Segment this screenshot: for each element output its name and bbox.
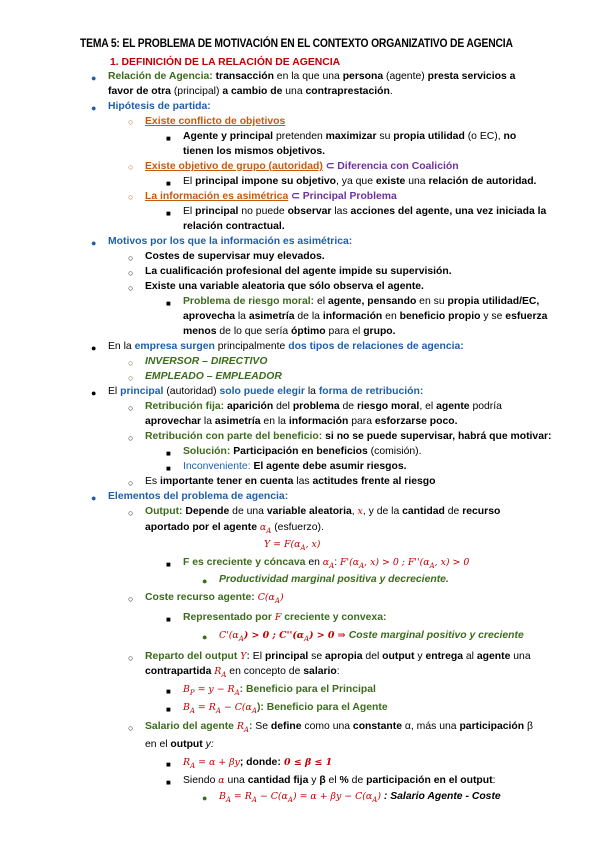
text: información xyxy=(322,311,383,322)
text: agente, pensando xyxy=(327,296,417,307)
text: forma de retribución: xyxy=(318,386,424,397)
text: importante tener en cuenta xyxy=(160,476,294,487)
h1-line-1 xyxy=(183,130,516,144)
text: apropia xyxy=(325,651,363,662)
solucion-line xyxy=(183,445,421,459)
text: aprovecha xyxy=(183,311,235,322)
text: puede xyxy=(255,206,288,217)
math: R xyxy=(214,666,222,677)
text: en su xyxy=(416,296,448,307)
math: x xyxy=(357,506,363,517)
text: salario xyxy=(303,666,337,677)
text: persona xyxy=(342,71,384,82)
bullet-icon xyxy=(91,101,96,115)
square-bullet-icon xyxy=(166,461,171,476)
text: grupo. xyxy=(363,326,396,337)
text: para xyxy=(348,416,375,427)
motivo-1 xyxy=(145,250,325,264)
math-sub: A xyxy=(429,562,435,571)
text: cantidad xyxy=(402,506,445,517)
text: constante xyxy=(352,721,402,732)
motivo-2: La cualificación profesional del agente impide su supervisión. xyxy=(145,266,452,277)
term: : Beneficio para el Principal xyxy=(239,684,376,695)
text: la xyxy=(304,386,319,397)
term: Retribución fija: xyxy=(145,401,225,412)
text: maximizar xyxy=(325,131,377,142)
retribucion-beneficio xyxy=(145,430,552,444)
circle-bullet-icon xyxy=(128,721,133,735)
text: y se xyxy=(480,311,506,322)
text: óptimo xyxy=(291,326,326,337)
text: y: xyxy=(202,739,214,750)
bullet-icon xyxy=(202,630,207,644)
text: entrega xyxy=(425,651,464,662)
bullet-icon xyxy=(91,341,96,355)
math: = α + βy xyxy=(195,757,240,768)
relacion-line-1 xyxy=(108,70,515,84)
math: α xyxy=(218,775,225,786)
text: su xyxy=(376,131,394,142)
text: y xyxy=(414,651,426,662)
retribucion-fija-line-1 xyxy=(145,400,502,414)
math: Y = F(α xyxy=(264,539,301,550)
text: , ya que xyxy=(336,176,376,187)
text: recurso xyxy=(462,506,501,517)
math-sub: A xyxy=(189,707,195,716)
text: aparición xyxy=(224,401,274,412)
math: = R xyxy=(230,791,252,802)
text: información xyxy=(288,416,349,427)
productividad-line: Productividad marginal positiva y decreciente. xyxy=(219,574,449,585)
text: la xyxy=(234,311,249,322)
text: Agente y principal xyxy=(183,131,274,142)
math: ) > 0 ⇒ xyxy=(309,630,349,641)
text: . xyxy=(389,86,393,97)
term: Coste recurso agente: xyxy=(145,592,255,603)
text: ⊂ xyxy=(288,191,303,202)
term: Coste marginal positivo y creciente xyxy=(348,630,524,641)
text: esforzarse poco. xyxy=(374,416,458,427)
text: la xyxy=(201,416,215,427)
bullet-icon xyxy=(202,574,207,588)
salario-line-1 xyxy=(145,720,533,737)
math: C'(α xyxy=(219,630,239,641)
math-sub: A xyxy=(287,796,293,805)
text: : Salario Agente - Coste xyxy=(380,791,501,802)
text: : xyxy=(492,775,496,786)
math-sub: A xyxy=(215,707,221,716)
text: (o EC), xyxy=(464,131,504,142)
riesgo-moral-line-2 xyxy=(183,310,547,324)
text: variable aleatoria xyxy=(199,281,285,292)
text: Existe una xyxy=(145,281,200,292)
h3-title xyxy=(145,190,397,204)
square-bullet-icon xyxy=(166,176,171,191)
output-equation xyxy=(264,538,320,555)
text: aprovechar xyxy=(145,416,202,427)
text: El agente debe asumir riesgos. xyxy=(250,461,407,472)
math: 0 ≤ β ≤ 1 xyxy=(280,757,333,768)
math: F'(α xyxy=(339,557,360,568)
math-sub: A xyxy=(266,527,272,536)
text: , y de la xyxy=(362,506,403,517)
math: ) xyxy=(377,791,381,802)
circle-bullet-icon xyxy=(128,251,133,265)
bullet-icon xyxy=(91,491,96,505)
f-creciente-line xyxy=(183,556,469,573)
text: para el xyxy=(325,326,364,337)
text: , xyxy=(351,506,358,517)
text: : xyxy=(334,557,340,568)
h1-line-2: tienen los mismos objetivos. xyxy=(183,146,326,157)
square-bullet-icon xyxy=(166,206,171,221)
text: Participación en beneficios xyxy=(230,446,368,457)
square-bullet-icon xyxy=(166,702,171,717)
text: las xyxy=(293,476,313,487)
math: , x) xyxy=(305,539,321,550)
text: aportado por el agente xyxy=(145,522,260,533)
text: contraprestación xyxy=(305,86,390,97)
reparto-line-1 xyxy=(145,650,531,664)
bullet-icon xyxy=(91,71,96,85)
circle-bullet-icon xyxy=(128,356,133,370)
text: : xyxy=(336,666,340,677)
text: transacción xyxy=(212,71,274,82)
text: no xyxy=(238,206,256,217)
text: El xyxy=(183,176,196,187)
h3-line-1 xyxy=(183,205,546,219)
math: R xyxy=(183,757,191,768)
text: El xyxy=(108,386,121,397)
text: principal xyxy=(195,206,239,217)
term: Relación de Agencia: xyxy=(108,71,213,82)
text: las xyxy=(331,206,351,217)
text: (agente) xyxy=(383,71,428,82)
text: agente xyxy=(436,401,470,412)
math: ) = α + βy − C(α xyxy=(292,791,373,802)
text: en la que una xyxy=(273,71,343,82)
relacion-empleado: EMPLEADO – EMPLEADOR xyxy=(145,371,282,382)
text: Se xyxy=(252,721,271,732)
text: output xyxy=(382,651,415,662)
text: Principal Problema xyxy=(302,191,397,202)
text: El xyxy=(183,206,196,217)
text: ; donde: xyxy=(239,757,281,768)
math: B xyxy=(183,684,190,695)
text: (principal) xyxy=(170,86,223,97)
square-bullet-icon xyxy=(166,612,171,627)
bullet-icon xyxy=(91,236,96,250)
term: Retribución con parte del beneficio: xyxy=(145,431,323,442)
square-bullet-icon xyxy=(166,684,171,699)
text: Existe objetivo de grupo (autoridad) xyxy=(145,161,323,172)
text: β xyxy=(524,721,533,732)
text: ⊂ xyxy=(322,161,338,172)
term: creciente y convexa: xyxy=(281,612,387,623)
term: Output: xyxy=(145,506,183,517)
text: una xyxy=(436,721,460,732)
text: Diferencia con Coalición xyxy=(337,161,459,172)
h2-line xyxy=(183,175,536,189)
coste-recurso-line xyxy=(145,591,284,608)
text: de xyxy=(348,775,367,786)
term: Reparto del output xyxy=(145,651,241,662)
math: Y xyxy=(240,651,247,662)
math-sub: P xyxy=(189,689,195,698)
text: de xyxy=(444,506,463,517)
text: podría xyxy=(469,401,502,412)
math-sub: A xyxy=(274,597,280,606)
text: en xyxy=(382,311,400,322)
circle-bullet-icon xyxy=(128,476,133,490)
text: riesgo moral xyxy=(356,401,420,412)
text: como una xyxy=(301,721,353,732)
text: (autoridad) xyxy=(163,386,220,397)
doc-title: TEMA 5: EL PROBLEMA DE MOTIVACIÓN EN EL CONTEXTO ORGANIZATIVO DE AGENCIA xyxy=(80,36,513,50)
text: en el xyxy=(145,739,171,750)
circle-bullet-icon xyxy=(128,592,133,606)
term: Salario del agente xyxy=(145,721,237,732)
text: en la xyxy=(260,416,289,427)
term: Inconveniente: xyxy=(183,461,251,472)
text: del xyxy=(362,651,383,662)
circle-bullet-icon xyxy=(128,651,133,665)
motivo-3 xyxy=(145,280,424,294)
math-sub: A xyxy=(304,635,310,644)
text: el xyxy=(314,296,328,307)
text: acciones del agente xyxy=(350,206,450,217)
math-sub: A xyxy=(372,796,378,805)
math-sub: A xyxy=(238,635,244,644)
output-line-2 xyxy=(145,521,324,538)
text: se xyxy=(308,651,325,662)
text: actitudes frente al xyxy=(312,476,402,487)
text: El xyxy=(249,651,265,662)
circle-bullet-icon xyxy=(128,431,133,445)
riesgo-moral-line-1 xyxy=(183,295,539,309)
term: F es creciente y cóncava xyxy=(183,557,306,568)
math: B xyxy=(183,702,190,713)
beneficio-principal-line xyxy=(183,683,376,700)
text: propia utilidad/EC, xyxy=(447,296,540,307)
term: Representado por xyxy=(183,612,275,623)
text: participación en el output xyxy=(366,775,493,786)
text: Costes de supervisar xyxy=(145,251,251,262)
square-bullet-icon xyxy=(166,775,171,790)
text: esfuerza xyxy=(505,311,548,322)
relacion-line-2 xyxy=(108,85,393,99)
text: asimetría xyxy=(214,416,261,427)
text: no xyxy=(503,131,517,142)
text: define xyxy=(270,721,302,732)
representado-line xyxy=(183,611,386,625)
math: α xyxy=(259,522,267,533)
text: una xyxy=(405,176,429,187)
text: output xyxy=(170,739,203,750)
h2-title xyxy=(145,160,459,174)
square-bullet-icon xyxy=(166,757,171,772)
text: de la xyxy=(294,311,323,322)
math-sub: A xyxy=(251,707,257,716)
math-sub: A xyxy=(300,544,306,553)
motivos-heading: Motivos por los que la información es asimétrica: xyxy=(108,236,353,247)
text: % xyxy=(339,775,349,786)
square-bullet-icon xyxy=(166,131,171,146)
math: = y − R xyxy=(194,684,235,695)
text: a cambio de xyxy=(222,86,283,97)
empresa-line xyxy=(108,340,464,354)
beneficio-agente-line xyxy=(183,701,388,718)
text: una xyxy=(282,86,306,97)
math: F xyxy=(274,612,282,623)
text: de xyxy=(339,401,357,412)
text: al xyxy=(463,651,477,662)
term: ): Beneficio para el Agente xyxy=(256,702,388,713)
text: Es xyxy=(145,476,161,487)
math: = R xyxy=(194,702,216,713)
math-sub: A xyxy=(243,726,249,735)
circle-bullet-icon xyxy=(128,371,133,385)
text: y xyxy=(308,775,320,786)
text: contrapartida xyxy=(145,666,215,677)
text: Siendo xyxy=(183,775,219,786)
text: problema xyxy=(292,401,340,412)
text: participación xyxy=(459,721,525,732)
text: La información es asimétrica xyxy=(145,191,289,202)
text: principal xyxy=(264,651,309,662)
text: el xyxy=(325,775,340,786)
math: R xyxy=(236,721,244,732)
math: − C(α xyxy=(220,702,252,713)
text: dos tipos de relaciones de agencia: xyxy=(288,341,464,352)
math: ) xyxy=(279,592,284,603)
term: Problema de riesgo moral: xyxy=(183,296,315,307)
importante-line xyxy=(145,475,435,489)
text: favor de otra xyxy=(108,86,171,97)
text: del xyxy=(273,401,293,412)
text: , una vez iniciada la xyxy=(449,206,547,217)
relacion-inversor: INVERSOR – DIRECTIVO xyxy=(145,356,268,367)
square-bullet-icon xyxy=(166,557,171,572)
salario-line-2 xyxy=(145,738,214,752)
text: principal xyxy=(120,386,164,397)
circle-bullet-icon xyxy=(128,115,133,129)
math: − C(α xyxy=(256,791,288,802)
text: existe xyxy=(375,176,406,187)
math-sub: A xyxy=(329,562,335,571)
circle-bullet-icon xyxy=(128,281,133,295)
text: menos xyxy=(183,326,217,337)
text: asimetría xyxy=(248,311,295,322)
math-sub: A xyxy=(234,689,240,698)
text: beneficio propio xyxy=(399,311,481,322)
math: α xyxy=(322,557,330,568)
text: una xyxy=(510,651,531,662)
term: : xyxy=(246,651,250,662)
circle-bullet-icon xyxy=(128,401,133,415)
math: B xyxy=(219,791,226,802)
text: α, xyxy=(402,721,417,732)
text: , el xyxy=(419,401,437,412)
salario-formula-line xyxy=(183,756,332,773)
math: C(α xyxy=(254,592,275,603)
text: muy elevados. xyxy=(250,251,325,262)
math-sub: A xyxy=(221,671,227,680)
term: : xyxy=(248,721,253,732)
text: Depende xyxy=(182,506,230,517)
text: presta servicios a xyxy=(427,71,516,82)
circle-bullet-icon xyxy=(128,266,133,280)
elementos-heading: Elementos del problema de agencia: xyxy=(108,491,289,502)
text: principalmente xyxy=(214,341,289,352)
text: riesgo xyxy=(401,476,436,487)
salario-coste-line xyxy=(219,790,501,807)
text: variable aleatoria xyxy=(266,506,352,517)
hipotesis-heading: Hipótesis de partida: xyxy=(108,101,211,112)
siendo-line xyxy=(183,774,495,788)
math: , x) > 0 ; F''(α xyxy=(364,557,430,568)
text: cantidad fija xyxy=(247,775,309,786)
math: , x) > 0 xyxy=(434,557,470,568)
text: solo puede elegir xyxy=(219,386,305,397)
principal-line xyxy=(108,385,423,399)
inconveniente-line xyxy=(183,460,407,474)
bullet-icon xyxy=(91,386,96,400)
text: si no se puede supervisar, habrá que motivar: xyxy=(322,431,552,442)
text: de una xyxy=(229,506,267,517)
text: β xyxy=(319,775,326,786)
math: ) > 0 ; C''(α xyxy=(243,630,304,641)
text: principal impone su objetivo xyxy=(195,176,337,187)
text: pretenden xyxy=(273,131,326,142)
circle-bullet-icon xyxy=(128,160,133,174)
text: en concepto de xyxy=(226,666,304,677)
text: que sólo observa el agente. xyxy=(284,281,424,292)
text: propia utilidad xyxy=(393,131,465,142)
math-sub: A xyxy=(190,762,196,771)
text: (comisión). xyxy=(367,446,422,457)
reparto-line-2 xyxy=(145,665,340,682)
text: empresa surgen xyxy=(134,341,215,352)
h3-line-2: relación contractual. xyxy=(183,221,285,232)
square-bullet-icon xyxy=(166,296,171,311)
h1-title: Existe conflicto de objetivos xyxy=(145,116,286,127)
text: observar xyxy=(287,206,332,217)
math-sub: A xyxy=(359,562,365,571)
text: agente xyxy=(476,651,511,662)
circle-bullet-icon xyxy=(128,190,133,204)
bullet-icon xyxy=(202,791,207,805)
retribucion-fija-line-2 xyxy=(145,415,457,429)
circle-bullet-icon xyxy=(128,506,133,520)
text: de lo que sería xyxy=(216,326,292,337)
text: una xyxy=(224,775,248,786)
section-heading: 1. DEFINICIÓN DE LA RELACIÓN DE AGENCIA xyxy=(110,57,341,68)
riesgo-moral-line-3 xyxy=(183,325,396,339)
text: en xyxy=(305,557,323,568)
text: más xyxy=(416,721,437,732)
coste-marginal-line xyxy=(219,629,524,646)
math-sub: A xyxy=(225,796,231,805)
text: relación de autoridad. xyxy=(428,176,537,187)
square-bullet-icon xyxy=(166,446,171,461)
text: En la xyxy=(108,341,135,352)
output-line-1 xyxy=(145,505,500,519)
text: (esfuerzo). xyxy=(271,522,324,533)
term: Solución: xyxy=(183,446,231,457)
math-sub: A xyxy=(251,796,257,805)
